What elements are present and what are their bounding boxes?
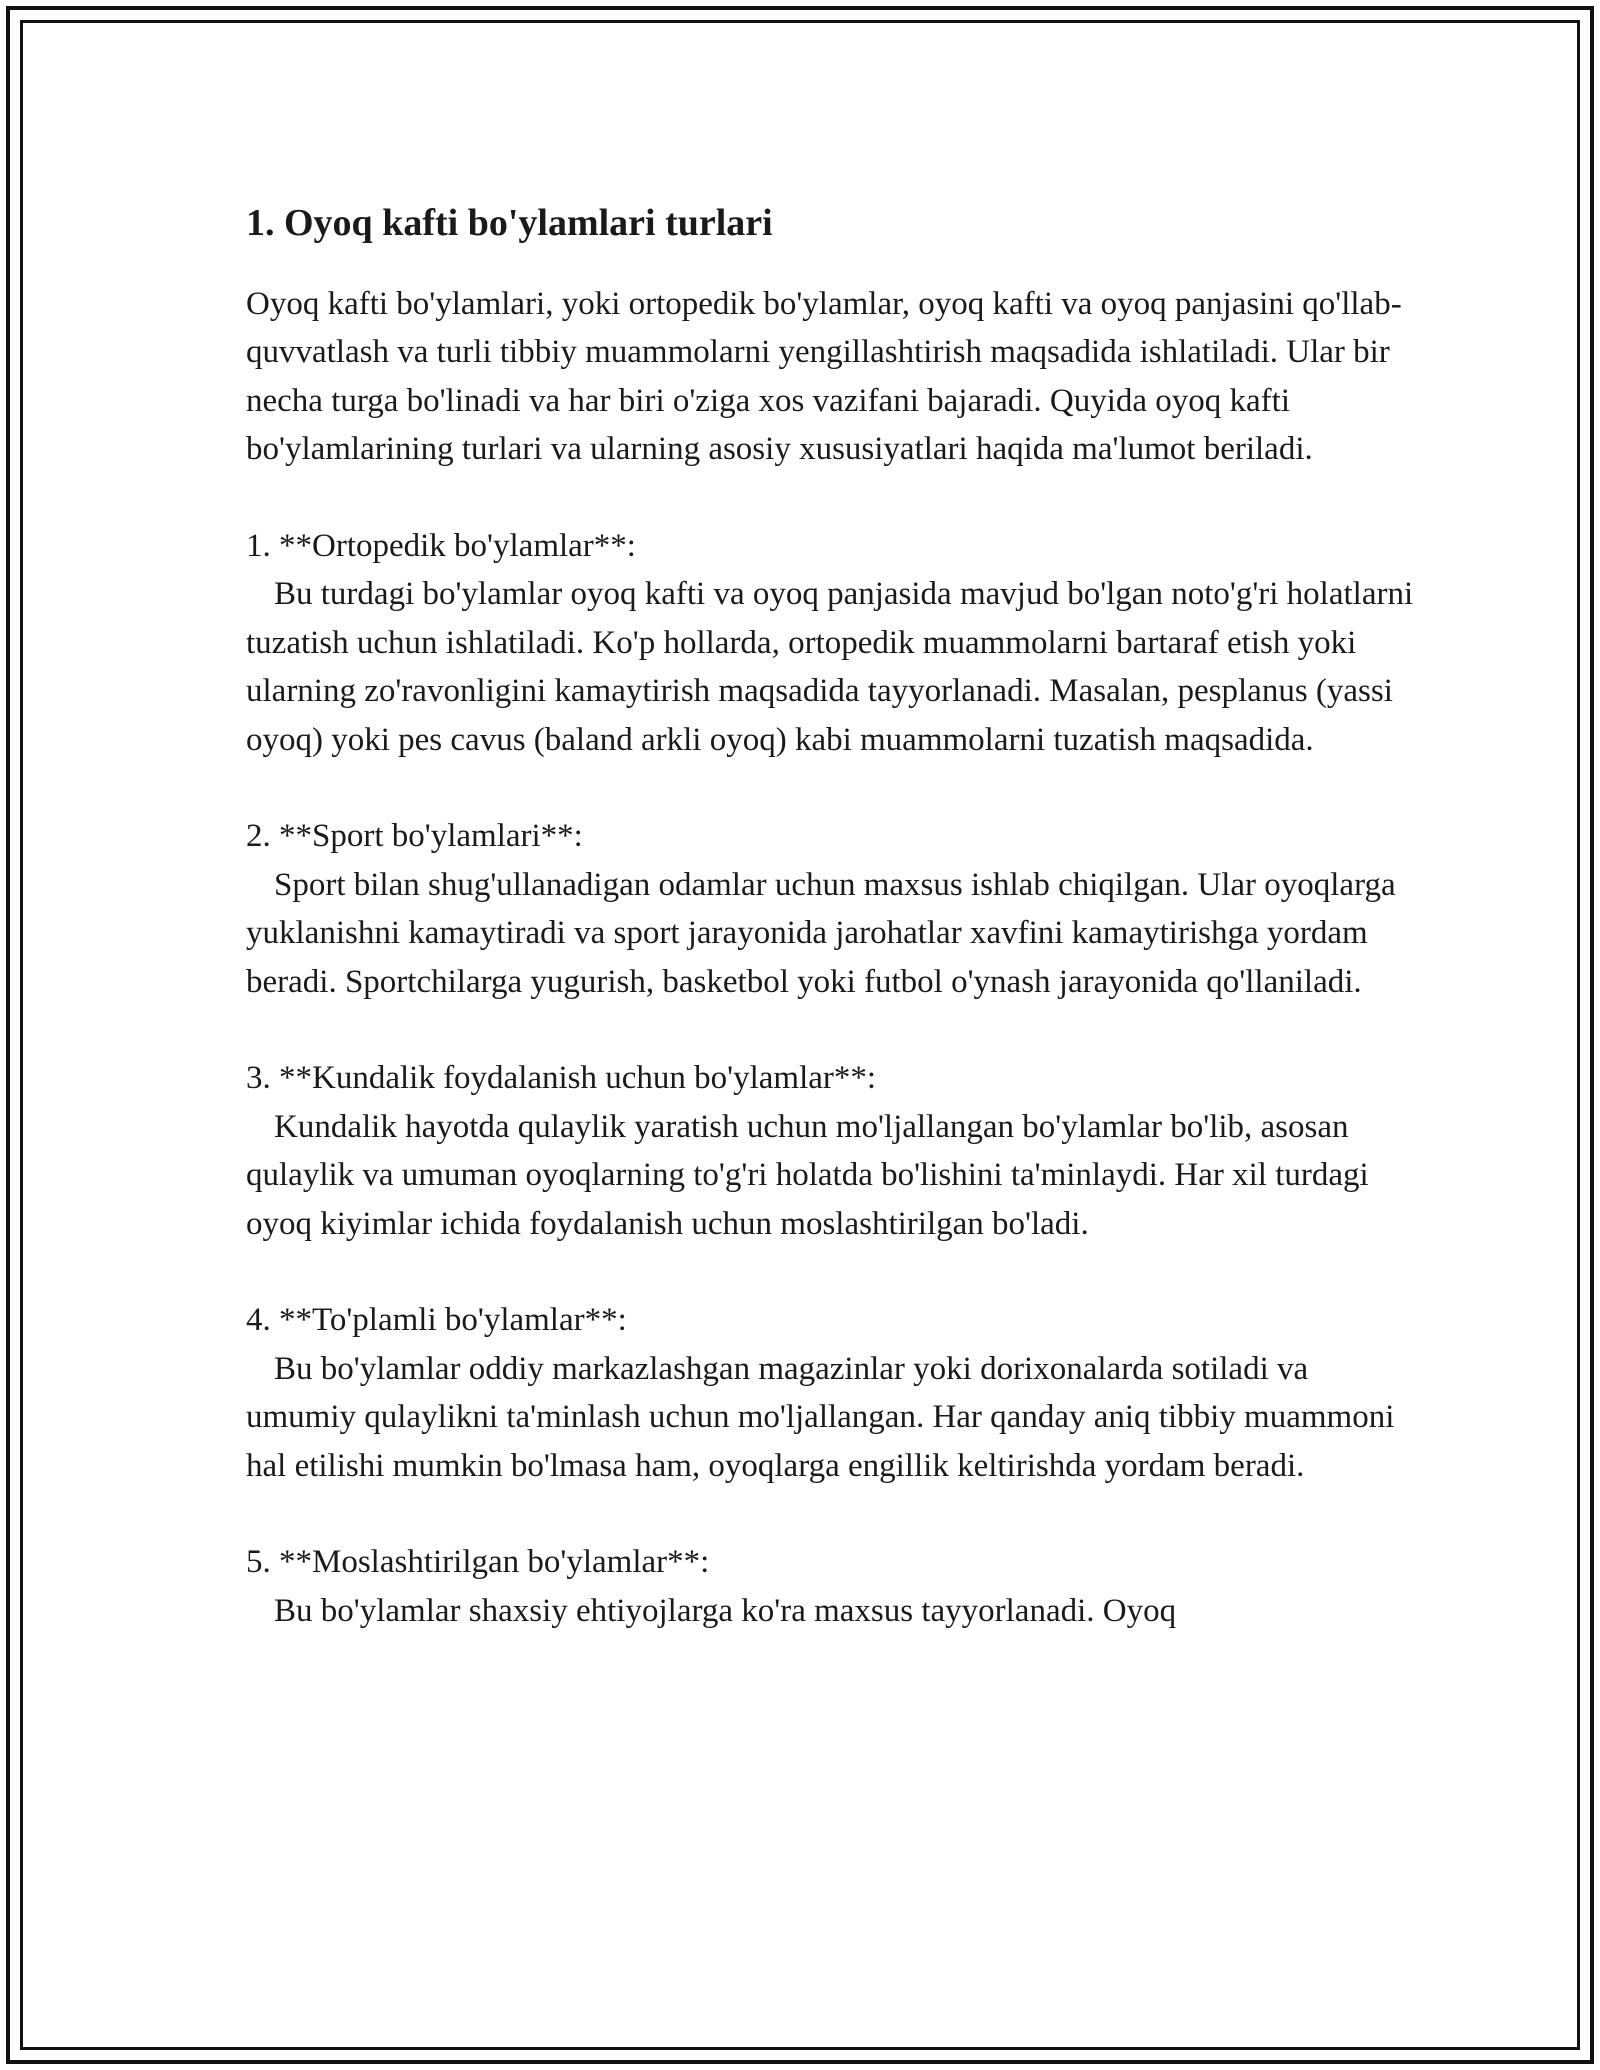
section-heading: 3. **Kundalik foydalanish uchun bo'ylamlar**:: [246, 1060, 877, 1097]
section-body: Sport bilan shug'ullanadigan odamlar uchun maxsus ishlab chiqilgan. Ular oyoqlarga yuklanishni kamaytiradi va sport jarayonida jarohatlar xavfini kamaytirishga yordam beradi. Sportchilarga yugurish, basketbol yoki futbol o'ynash jarayonida qo'llaniladi.: [246, 866, 1396, 1000]
intro-paragraph: Oyoq kafti bo'ylamlari, yoki ortopedik bo'ylamlar, oyoq kafti va oyoq panjasini qo'llab-quvvatlash va turli tibbiy muammolarni yengillashtirish maqsadida ishlatiladi. Ular bir necha turga bo'linadi va har biri o'ziga xos vazifani bajaradi. Quyida oyoq kafti bo'ylamlarining turlari va ularning asosiy xususiyatlari haqida ma'lumot beriladi.: [246, 286, 1402, 468]
section-moslashtirilgan: [246, 1538, 1426, 1635]
section-body: Bu bo'ylamlar shaxsiy ehtiyojlarga ko'ra maxsus tayyorlanadi. Oyoq: [274, 1592, 1177, 1629]
document-content: [246, 198, 1426, 1635]
section-heading: 5. **Moslashtirilgan bo'ylamlar**:: [246, 1544, 710, 1581]
section-heading: 2. **Sport bo'ylamlari**:: [246, 818, 583, 855]
page-frame: [6, 6, 1594, 2064]
page-title: 1. Oyoq kafti bo'ylamlari turlari: [246, 202, 773, 244]
section-body: Kundalik hayotda qulaylik yaratish uchun mo'ljallangan bo'ylamlar bo'lib, asosan qulaylik va umuman oyoqlarning to'g'ri holatda bo'lishini ta'minlaydi. Har xil turdagi oyoq kiyimlar ichida foydalanish uchun moslashtirilgan bo'ladi.: [246, 1108, 1369, 1242]
section-heading: 4. **To'plamli bo'ylamlar**:: [246, 1302, 627, 1339]
section-body: Bu bo'ylamlar oddiy markazlashgan magazinlar yoki dorixonalarda sotiladi va umumiy qulaylikni ta'minlash uchun mo'ljallangan. Har qanday aniq tibbiy muammoni hal etilishi mumkin bo'lmasa ham, oyoqlarga engillik keltirishda yordam beradi.: [246, 1350, 1395, 1484]
section-kundalik: [246, 1054, 1426, 1248]
section-toplamli: [246, 1296, 1426, 1490]
section-heading: 1. **Ortopedik bo'ylamlar**:: [246, 528, 636, 565]
section-sport: [246, 812, 1426, 1006]
section-body: Bu turdagi bo'ylamlar oyoq kafti va oyoq panjasida mavjud bo'lgan noto'g'ri holatlarni tuzatish uchun ishlatiladi. Ko'p hollarda, ortopedik muammolarni bartaraf etish yoki ularning zo'ravonligini kamaytirish maqsadida tayyorlanadi. Masalan, pesplanus (yassi oyoq) yoki pes cavus (baland arkli oyoq) kabi muammolarni tuzatish maqsadida.: [246, 576, 1414, 758]
section-ortopedik: [246, 522, 1426, 764]
